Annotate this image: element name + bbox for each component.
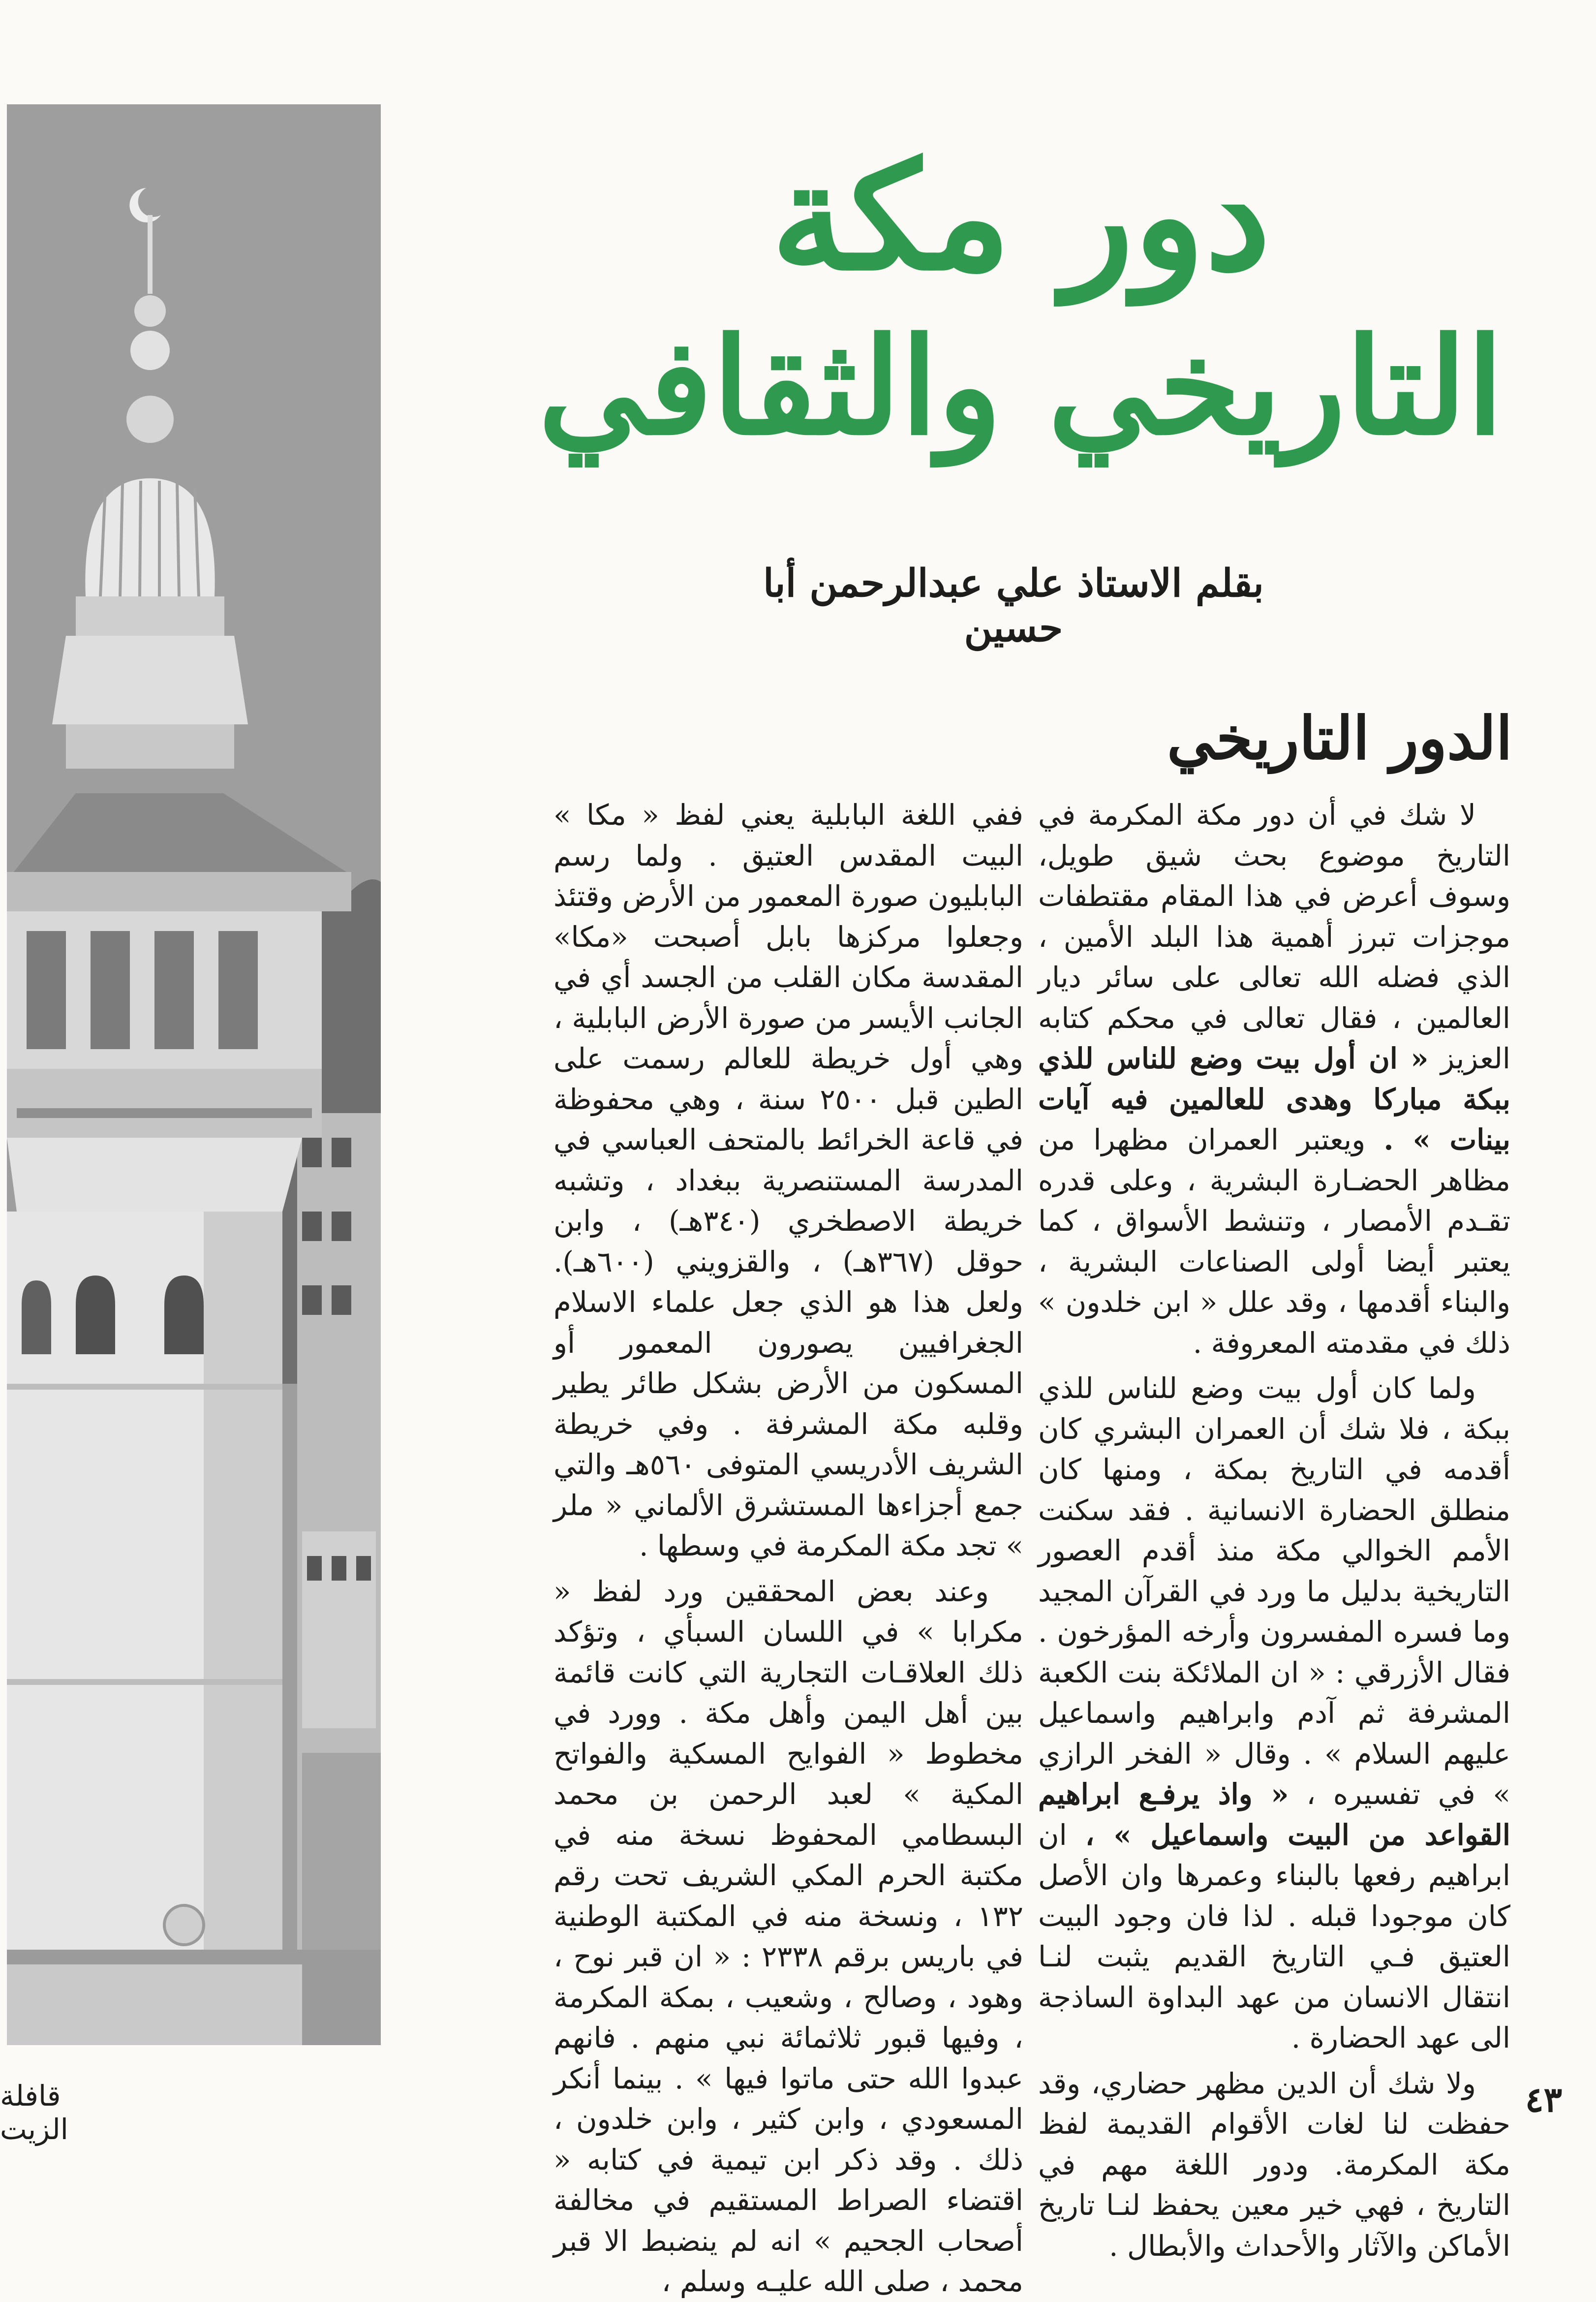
paragraph-text: ويعتبر العمران مظهرا من مظاهر الحضـارة البشرية ، وعلى قدره تقـدم الأمصار ، وتنشط الأسواق ، كما يعتبر أيضا أولى الصناعات البشرية ، والبناء أقدمها ، وقد علل « ابن خلدون » ذلك في مقدمته المعروفة . [1038,1123,1510,1360]
paragraph [553,1571,1023,2302]
paragraph [1038,2063,1510,2267]
quran-quote: « واذ يرفـع ابراهيم القواعد من البيت واسماعيل » ، [1038,1777,1510,1852]
paragraph-text: لا شك في أن دور مكة المكرمة في التاريخ موضوع بحث شيق طويل، وسوف أعرض في هذا المقام مقتطفات موجزات تبرز أهمية هذا البلد الأمين ، الذي فضله الله تعالى على سائر ديار العالمين ، فقال تعالى في محكم كتابه العزيز [1038,798,1510,1075]
text-column-left [553,795,1023,2298]
page-number: ٤٣ [1525,2079,1563,2120]
paragraph [553,795,1023,1566]
paragraph [1038,1368,1510,2058]
paragraph-text: وعند بعض المحققين ورد لفظ « مكرابا » في اللسان السبأي ، وتؤكد ذلك العلاقـات التجارية التي كانت قائمة بين أهل اليمن وأهل مكة . وورد في مخطوط « الفوايح المسكية والفواتح المكية » لعبد الرحمن بن محمد البسطامي المحفوظ نسخة منه في مكتبة الحرم المكي الشريف تحت رقم ١٣٢ ، ونسخة منه في المكتبة الوطنية في باريس برقم ٢٣٣٨ : « ان قبر نوح ، وهود ، وصالح ، وشعيب ، بمكة المكرمة ، وفيها قبور ثلاثمائة نبي منهم . فانهم عبدوا الله حتى ماتوا فيها » . بينما أنكر المسعودي ، وابن كثير ، وابن خلدون ، ذلك . وقد ذكر ابن تيمية في كتابه « اقتضاء الصراط المستقيم في مخالفة أصحاب الجحيم » انه لم ينضبط الا قبر محمد ، صلى الله عليـه وسلم ، [553,1574,1023,2298]
article-title [522,128,1520,472]
section-heading: الدور التاريخي [1166,704,1512,773]
paragraph-text: ففي اللغة البابلية يعني لفظ « مكا » البيت المقدس العتيق . ولما رسم البابليون صورة المعمور من الأرض وقتئذ وجعلوا مركزها بابل أصبحت «مكا» المقدسة مكان القلب من الجسد أي في الجانب الأيسر من صورة الأرض البابلية ، وهي أول خريطة للعالم رسمت على الطين قبل ٢٥٠٠ سنة ، وهي محفوظة في قاعة الخرائط بالمتحف العباسي في المدرسة المستنصرية ببغداد ، وتشبه خريطة الاصطخري (٣٤٠هـ) ، وابن حوقل (٣٦٧هـ) ، والقزويني (٦٠٠هـ). ولعل هذا هو الذي جعل علماء الاسلام الجغرافيين يصورون المعمور أو المسكون من الأرض بشكل طائر يطير وقلبه مكة المشرفة . وفي خريطة الشريف الأدريسي المتوفى ٥٦٠هـ والتي جمع أجزاءها المستشرق الألماني « ملر » تجد مكة المكرمة في وسطها . [553,798,1023,1562]
quran-quote: « ان أول بيت وضع للناس للذي ببكة مباركا وهدى للعالمين فيه آيات بينات » . [1038,1042,1511,1156]
paragraph-text: ولما كان أول بيت وضع للناس للذي ببكة ، فلا شك أن العمران البشري كان أقدمه في التاريخ بمكة ، ومنها كان منطلق الحضارة الانسانية . فقد سكنت الأمم الخوالي مكة منذ أقدم العصور التاريخية بدليل ما ورد في القرآن المجيد وما فسره المفسرون وأرخه المؤرخون . فقال الأزرقي : « ان الملائكة بنت الكعبة المشرفة ثم آدم وابراهيم واسماعيل عليهم السلام » . وقال « الفخر الرازي » في تفسيره ، [1038,1371,1511,1811]
minaret-illustration [7,104,381,2045]
paragraph-text: ان ابراهيم رفعها بالبناء وعمرها وان الأصل كان موجودا قبله . لذا فان وجود البيت العتيق فـي التاريخ القديم يثبت لنـا انتقال الانسان من عهد البداوة الساذجة الى عهد الحضارة . [1038,1818,1510,2054]
author-byline: بقلم الاستاذ علي عبدالرحمن أبا حسين [763,561,1264,651]
magazine-name: قافلة الزيت [0,2079,68,2146]
text-column-right [1038,795,1511,2263]
title-line-2: التاريخي والثقافي [538,308,1504,465]
paragraph-text: ولا شك أن الدين مظهر حضاري، وقد حفظت لنا لغات الأقوام القديمة لفظ مكة المكرمة. ودور اللغة مهم في التاريخ ، فهي خير معين يحفظ لنـا تاريخ الأماكن والآثار والأحداث والأبطال . [1038,2066,1510,2263]
title-line-1: دور مكة [771,129,1271,303]
minaret-photo [7,104,381,2045]
paragraph [1038,795,1510,1363]
